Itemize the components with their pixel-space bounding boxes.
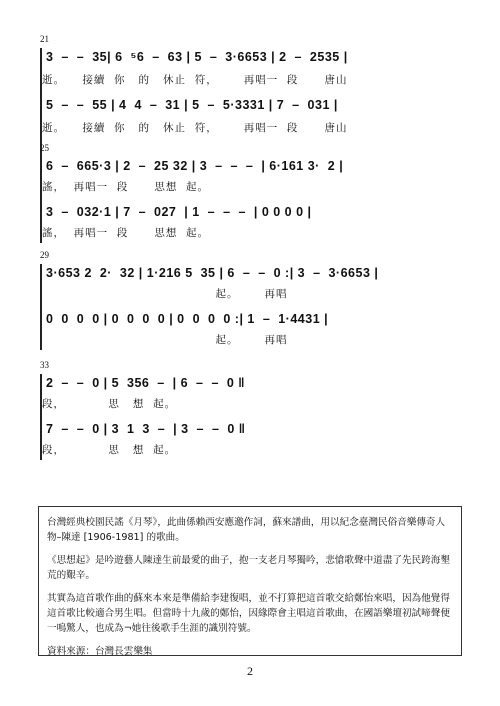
page-number: 2 — [247, 664, 253, 678]
notes-row-voice-2: 0 0 0 0 | 0 0 0 0 | 0 0 0 0 :| 1 – 1·4431 | — [46, 312, 329, 326]
song-notes-box — [38, 506, 462, 656]
notes-paragraph-history: 其實為這首歌作曲的蘇來本來是準備給李建復唱，並不打算把這首歌交給鄭怡來唱，因為他覺得這首歌比較適合男生唱。但當時十九歲的鄭怡，因緣際會主唱這首歌曲，在國語樂壇初試啼聲便一鳴驚人，也成為¬她往後歌手生涯的識別符號。 — [47, 593, 450, 634]
lyric-row-voice-1: 段， 思 想 起。 — [42, 398, 177, 410]
lyric-row-voice-1: 謠， 再唱一 段 思想 起。 — [42, 181, 296, 193]
measure-number: 25 — [40, 143, 49, 153]
notes-row-voice-2: 5 – – 55 | 4 4 – 31 | 5 – 5·3331 | 7 – 031 | — [46, 98, 338, 112]
lyric-row-voice-1: 逝。 接續 你 的 休止 符， 再唱一 段 唐山 — [42, 74, 348, 86]
measure-number: 33 — [40, 360, 49, 370]
notes-paragraph-origin: 台灣經典校園民謠《月琴》，此曲係賴西安應邀作詞，蘇來譜曲，用以紀念臺灣民俗音樂傳奇人物–陳達 [1906-1981] 的歌曲。 — [47, 517, 446, 543]
lyric-row-voice-2: 逝。 接續 你 的 休止 符， 再唱一 段 唐山 — [42, 122, 348, 134]
measure-number: 29 — [40, 250, 49, 260]
lyric-row-voice-2: 段， 思 想 起。 — [42, 444, 177, 456]
notes-paragraph-source: 資料來源：台灣長雲樂集 — [47, 646, 153, 657]
notes-row-voice-2: 3 – 032·1 | 7 – 027 | 1 – – – | 0 0 0 0 | — [46, 205, 312, 219]
lyric-row-voice-2: 起。 再唱 — [42, 334, 288, 346]
lyric-row-voice-2: 謠， 再唱一 段 思想 起。 — [42, 227, 296, 239]
notes-row-voice-1: 6 – 665·3 | 2 – 25 32 | 3 – – – | 6·161 3· 2 | — [46, 159, 344, 173]
notes-paragraph-song: 《思想起》是吟遊藝人陳達生前最愛的曲子，抱一支老月琴獨吟，悲愴歌聲中道盡了先民跨海墾荒的艱辛。 — [47, 555, 450, 581]
notes-row-voice-1: 3·653 2 2· 32 | 1·216 5 35 | 6 – – 0 :| 3 – 3·6653 | — [46, 266, 379, 280]
notes-row-voice-2: 7 – – 0 | 3 1 3 – | 3 – – 0 ‖ — [46, 422, 246, 436]
notes-row-voice-1: 2 – – 0 | 5 356 – | 6 – – 0 ‖ — [46, 376, 245, 390]
notes-row-voice-1: 3 – – 35| 6 ⁵6 – 63 | 5 – 3·6653 | 2 – 2535 | — [46, 50, 348, 64]
lyric-row-voice-1: 起。 再唱 — [42, 288, 288, 300]
measure-number: 21 — [40, 34, 49, 44]
